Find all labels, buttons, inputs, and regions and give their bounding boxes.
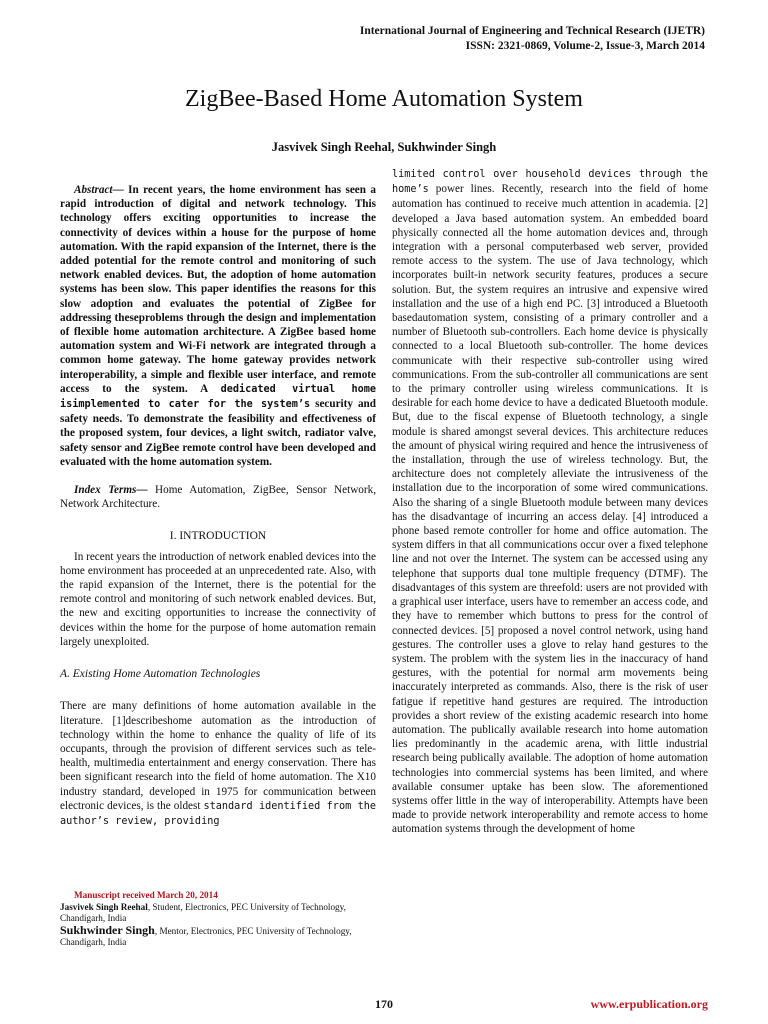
journal-header: [360, 24, 705, 54]
journal-issn: ISSN: 2321-0869, Volume-2, Issue-3, March 2014: [465, 40, 705, 52]
introduction-paragraph: In recent years the introduction of network enabled devices into the home environment has proceeded at an unprecedented rate. Also, with the rapid expansion of the Internet, there is the potential for the remote control and monitoring of such network enabled devices. But, the new and exciting opportunities to increase the connectivity of devices within the home for the purpose of home automation remain largely unexploited.: [60, 550, 376, 648]
journal-name: International Journal of Engineering and Technical Research (IJETR): [359, 25, 705, 37]
abstract-label: Abstract: [74, 184, 113, 196]
footnote-author1-name: Jasvivek Singh Reehal: [60, 901, 148, 912]
subsection-paragraph: [60, 699, 376, 829]
footnote-author2-affiliation: , Mentor, Electronics, PEC University of Technology, Chandigarh, India: [60, 925, 352, 947]
abstract-text-mono: dedicated virtual home isimplemented to cater for the system’s: [60, 383, 376, 411]
page-number: 170: [375, 997, 393, 1011]
index-terms: [60, 483, 376, 511]
footnote-author2: [60, 922, 376, 949]
subsection-heading: A. Existing Home Automation Technologies: [60, 668, 261, 681]
section-heading-introduction: I. INTRODUCTION: [169, 530, 267, 543]
footnote-author1: [60, 902, 376, 925]
index-terms-dash: —: [136, 484, 156, 497]
abstract-text-b: security and safety needs. To demonstrate the feasibility and effectiveness of the proposed system, four devices, a light switch, radiator valve, safety sensor and ZigBee remote control have been developed and evaluated with the home automation system.: [60, 398, 377, 468]
right-column-mono-start: limited control over household devices through the home’s: [392, 169, 708, 196]
subsection-text: There are many definitions of home automation available in the literature. [1]describeshome automation as the introduction of technology within the home to enhance the quality of life of its occupants, through the provision of different services such as tele-health, multimedia entertainment and energy conservation. There has been significant research into the field of home automation. The X10 industry standard, developed in 1975 for communication between electronic devices, is the oldest: [60, 700, 376, 812]
index-terms-text: Home Automation, ZigBee, Sensor Network, Network Architecture.: [60, 484, 376, 511]
footnote-manuscript: Manuscript received March 20, 2014: [74, 890, 218, 900]
abstract-text-a: In recent years, the home environment has seen a rapid introduction of digital and network technology. This technology offers exciting opportunities to increase the connectivity of devices within a house for the purpose of home automation. With the rapid expansion of the Internet, there is the added potential for the remote control and monitoring of such network enabled devices. But, the adoption of home automation systems has been slow. This paper identifies the reasons for this slow adoption and evaluates the potential of ZigBee for addressing theseproblems through the design and implementation of flexible home automation architecture. A ZigBee based home automation system and Wi-Fi network are integrated through a common home gateway. The home gateway provides network interoperability, a simple and flexible user interface, and remote access to the system. A: [60, 184, 377, 395]
subsection-text-mono: standard identified from the author’s review, providing: [60, 800, 376, 827]
right-column-text: power lines. Recently, research into the field of home automation has continued to receive much attention in academia. [2] developed a Java based automation system. An embedded board physically connected all the home automation devices and, through integration with a personal computerbased web server, provided remote access to the system. The use of Java technology, which incorporates built-in network security features, produces a secure solution. But, the system requires an intrusive and expensive wired installation and the use of a high end PC. [3] introduced a Bluetooth basedautomation system, consisting of a primary controller and a number of Bluetooth sub-controllers. Each home device is physically connected to a local Bluetooth sub-controller. The home devices communicate with their respective sub-controller using wired communications. From the sub-controller all communications are sent to the primary controller using wireless communications. It is desirable for each home device to have a dedicated Bluetooth module. But, due to the fiscal expense of Bluetooth technology, a single module is shared amongst several devices. This architecture reduces the amount of physical wiring required and hence the intrusiveness of the installation, through the use of wireless technology. But, the architecture does not completely alleviate the intrusiveness of the installation due to the incorporation of some wired communications. Also the sharing of a single Bluetooth module between many devices has the disadvantage of incurring an access delay. [4] introduced a phone based remote controller for home and office automation. The system differs in that all communications occur over a fixed telephone line and not over the Internet. The system can be accessed using any telephone that supports dual tone multiple frequency (DTMF). The disadvantages of this system are threefold: users are not provided with a graphical user interface, users have to remember an access code, and they have to remember which buttons to press for the control of connected devices. [5] proposed a novel control network, using hand gestures. The controller uses a glove to relay hand gestures to the system. The problem with the system lies in the inaccuracy of hand gestures, with the potential for normal arm movements being inaccurately interpreted as commands. Also, there is the risk of user fatigue if repetitive hand gestures are required. The introduction provides a short review of the existing academic research into home automation. The publically available research into home automation lies predominantly in the academic arena, with little industrial research being publically available. The adoption of home automation technologies into commercial systems has been limited, and where available consumer uptake has been slow. The aforementioned systems offer little in the way of interoperability. Attempts have been made to provide network interoperability and remote access to home automation systems through the development of home: [392, 183, 708, 836]
footnote-author1-affiliation: , Student, Electronics, PEC University of Technology, Chandigarh, India: [60, 901, 346, 923]
abstract-dash: —: [112, 184, 129, 196]
left-column: [60, 183, 376, 829]
abstract: [60, 183, 376, 469]
index-terms-label: Index Terms: [74, 484, 137, 497]
right-column: [392, 167, 708, 837]
paper-title: ZigBee-Based Home Automation System: [185, 86, 583, 112]
right-column-paragraph: [392, 167, 708, 837]
publisher-website: www.erpublication.org: [590, 997, 708, 1011]
paper-authors: Jasvivek Singh Reehal, Sukhwinder Singh: [271, 140, 497, 154]
footnote-author2-name: Sukhwinder Singh: [60, 922, 155, 937]
footnote: [60, 890, 376, 949]
